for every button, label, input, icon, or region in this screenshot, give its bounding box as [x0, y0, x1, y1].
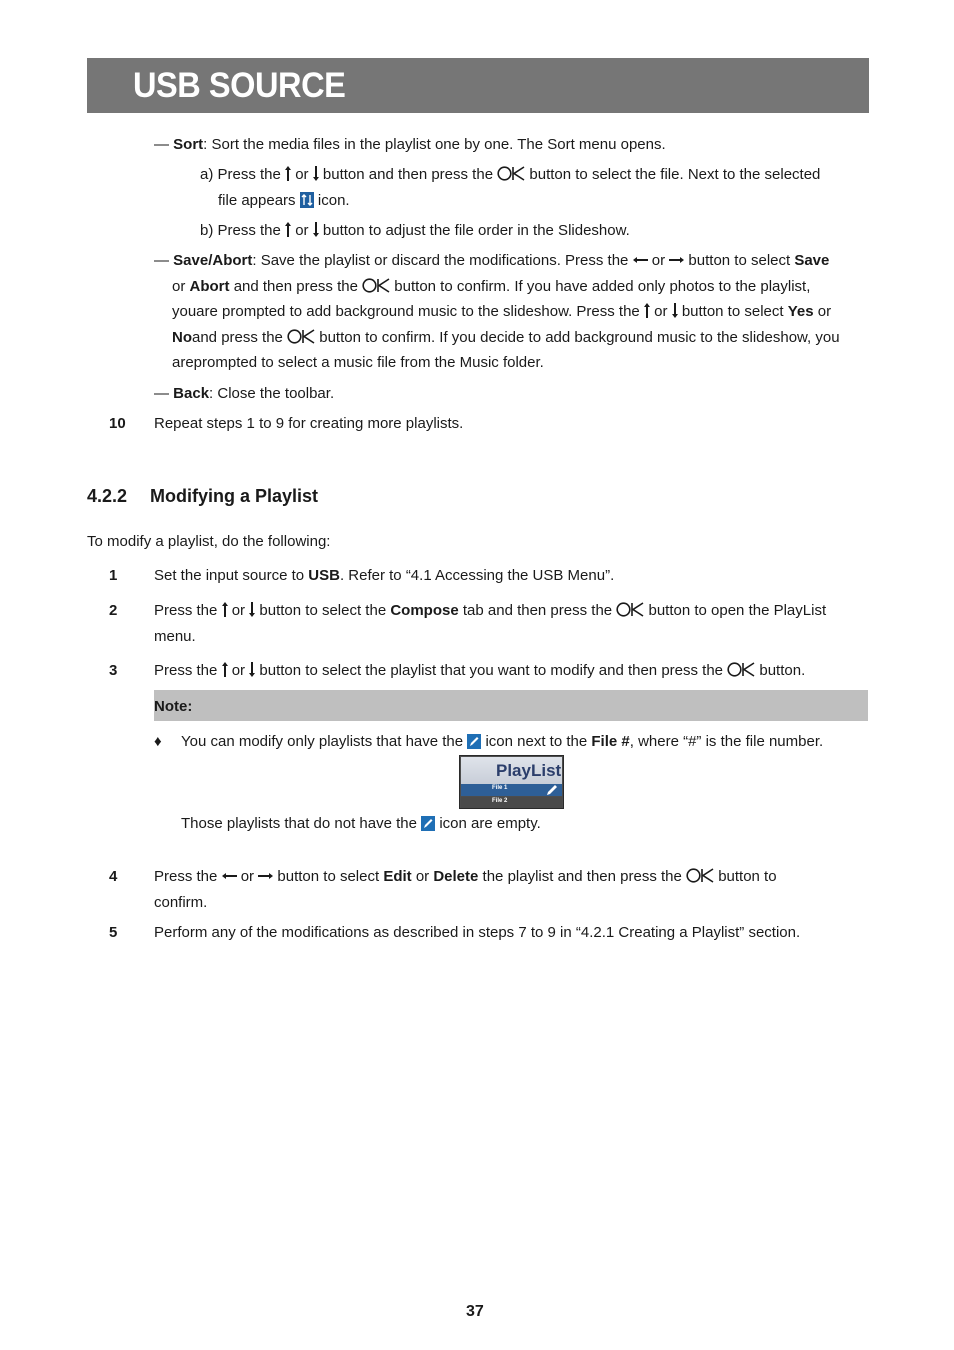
bullet: ♦	[154, 733, 162, 750]
step-4-text	[154, 868, 777, 886]
step-5-text: Perform any of the modifications as described in steps 7 to 9 in “4.2.1 Creating a Playlist” section.	[154, 924, 801, 941]
step-3-text	[154, 662, 805, 680]
text: icon.	[317, 192, 350, 209]
page-number: 37	[466, 1303, 484, 1320]
step-number: 4	[109, 868, 118, 885]
playlist-thumbnail	[459, 755, 564, 809]
sort-step-a	[200, 166, 820, 184]
ok-icon	[686, 868, 714, 883]
text: and press the	[192, 329, 283, 346]
step-4-line2: confirm.	[154, 894, 208, 911]
down-arrow-icon	[313, 222, 319, 237]
text: button to confirm. If you decide to add background music to the slideshow, you	[319, 329, 840, 346]
up-arrow-icon	[285, 166, 291, 181]
file-word: File #	[591, 733, 630, 750]
text: b) Press the	[200, 222, 281, 239]
sort-step-b	[200, 222, 630, 240]
text: button to select	[277, 868, 380, 885]
text: Press the	[154, 662, 218, 679]
note-bar	[154, 690, 868, 721]
ok-icon	[287, 329, 315, 344]
text: button to select the file. Next to the selected	[529, 166, 821, 183]
save-abort-line5: areprompted to select a music file from the Music folder.	[172, 354, 544, 371]
dash: —	[154, 385, 169, 402]
step-number: 5	[109, 924, 118, 941]
text: button to adjust the file order in the Slideshow.	[322, 222, 630, 239]
down-arrow-icon	[249, 602, 255, 617]
edit-icon	[421, 816, 435, 831]
abort-word: Abort	[189, 278, 230, 295]
up-arrow-icon	[285, 222, 291, 237]
usb-word: USB	[308, 567, 340, 584]
file-label: File 1	[492, 785, 508, 791]
text: : Close the toolbar.	[209, 385, 335, 402]
up-arrow-icon	[644, 303, 650, 318]
sort-step-a-line2	[218, 192, 350, 210]
ok-icon	[616, 602, 644, 617]
edit-word: Edit	[383, 868, 412, 885]
text: , where “#” is the file number.	[629, 733, 824, 750]
text: button to select the	[259, 602, 387, 619]
compose-word: Compose	[390, 602, 459, 619]
save-abort-item	[154, 252, 829, 270]
down-arrow-icon	[249, 662, 255, 677]
no-word: No	[172, 329, 192, 346]
text: or	[231, 662, 246, 679]
step-1-text	[154, 567, 614, 585]
text: or	[231, 602, 246, 619]
text: icon are empty.	[439, 815, 541, 832]
up-arrow-icon	[222, 662, 228, 677]
section-title: Modifying a Playlist	[150, 486, 319, 506]
note-line1	[181, 733, 823, 751]
step-number: 3	[109, 662, 118, 679]
text: or	[817, 303, 832, 320]
text: button to select	[688, 252, 791, 269]
page-title: USB SOURCE	[133, 66, 346, 105]
save-abort-line4	[172, 329, 840, 347]
text: a) Press the	[200, 166, 281, 183]
text: the playlist and then press the	[482, 868, 682, 885]
save-abort-line3	[172, 303, 831, 321]
text: tab and then press the	[462, 602, 613, 619]
sort-item	[154, 136, 666, 154]
step-2-text	[154, 602, 826, 620]
back-item	[154, 385, 334, 403]
text: button to	[718, 868, 777, 885]
intro-text: To modify a playlist, do the following:	[87, 533, 331, 550]
note-label: Note:	[154, 698, 193, 715]
sort-desc: : Sort the media files in the playlist one by one. The Sort menu opens.	[203, 136, 666, 153]
right-arrow-icon	[258, 873, 273, 879]
text: Press the	[154, 602, 218, 619]
text: button to confirm. If you have added only photos to the playlist,	[394, 278, 811, 295]
text: button to open the PlayList	[648, 602, 827, 619]
note-line2	[181, 815, 541, 833]
dash: —	[154, 136, 169, 153]
save-abort-line2	[172, 278, 810, 296]
playlist-file-row	[461, 797, 562, 808]
text: and then press the	[233, 278, 358, 295]
left-arrow-icon	[222, 873, 237, 879]
down-arrow-icon	[672, 303, 678, 318]
pencil-icon	[546, 783, 558, 796]
ok-icon	[497, 166, 525, 181]
text: or	[651, 252, 666, 269]
right-arrow-icon	[669, 257, 684, 263]
step-10-text: Repeat steps 1 to 9 for creating more playlists.	[154, 415, 464, 432]
text: button and then press the	[322, 166, 494, 183]
yes-word: Yes	[787, 303, 814, 320]
text: or	[240, 868, 255, 885]
delete-word: Delete	[433, 868, 479, 885]
text: or	[415, 868, 430, 885]
text: or	[654, 303, 668, 320]
text: You can modify only playlists that have the	[181, 733, 464, 750]
step-2-line2: menu.	[154, 628, 196, 645]
ok-icon	[727, 662, 755, 677]
text: file appears	[218, 192, 296, 209]
text: button to select the playlist that you want to modify and then press the	[259, 662, 724, 679]
text: or	[172, 278, 186, 295]
header-bar	[87, 58, 869, 113]
text: or	[295, 166, 309, 183]
up-arrow-icon	[222, 602, 228, 617]
save-word: Save	[794, 252, 830, 269]
step-number: 1	[109, 567, 118, 584]
section-heading	[87, 486, 318, 507]
sort-icon	[300, 192, 314, 208]
dash: —	[154, 252, 169, 269]
file-label: File 2	[492, 798, 508, 804]
down-arrow-icon	[313, 166, 319, 181]
playlist-title: PlayList	[496, 761, 562, 780]
text: : Save the playlist or discard the modifications. Press the	[252, 252, 629, 269]
text: Those playlists that do not have the	[181, 815, 417, 832]
back-label: Back	[173, 385, 210, 402]
section-number: 4.2.2	[87, 486, 128, 506]
text: Set the input source to	[154, 567, 305, 584]
step-number: 10	[109, 415, 126, 432]
save-abort-label: Save/Abort	[173, 252, 253, 269]
text: Press the	[154, 868, 218, 885]
text: youare prompted to add background music to the slideshow. Press the	[172, 303, 640, 320]
step-number: 2	[109, 602, 118, 619]
text: button.	[759, 662, 806, 679]
text: or	[295, 222, 309, 239]
left-arrow-icon	[633, 257, 648, 263]
text: . Refer to “4.1 Accessing the USB Menu”.	[339, 567, 615, 584]
text: icon next to the	[485, 733, 588, 750]
sort-label: Sort	[173, 136, 204, 153]
edit-icon	[467, 734, 481, 749]
playlist-title-area	[461, 757, 562, 784]
text: button to select	[681, 303, 784, 320]
playlist-file-row	[461, 784, 562, 796]
ok-icon	[362, 278, 390, 293]
